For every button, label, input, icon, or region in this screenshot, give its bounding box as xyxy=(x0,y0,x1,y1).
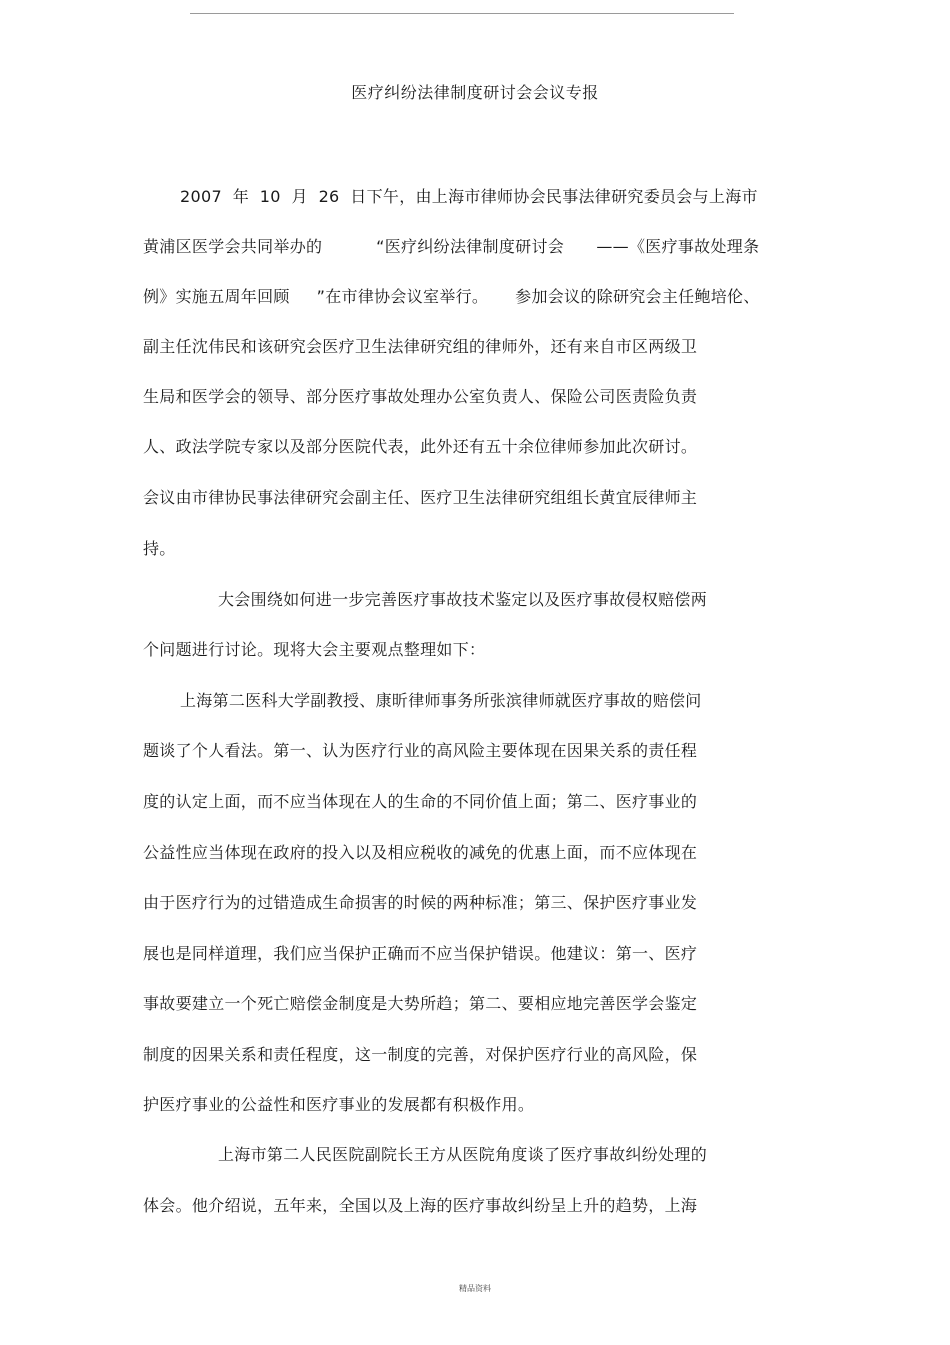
body-line: 大会围绕如何进一步完善医疗事故技术鉴定以及医疗事故侵权赔偿两 xyxy=(218,590,708,609)
body-line: 上海第二医科大学副教授、康昕律师事务所张滨律师就医疗事故的赔偿问 xyxy=(180,691,702,710)
body-line: 会议由市律协民事法律研究会副主任、医疗卫生法律研究组组长黄宜辰律师主 xyxy=(143,488,698,507)
body-line: 2007 年 10 月 26 日下午，由上海市律师协会民事法律研究委员会与上海市 xyxy=(180,187,758,206)
document-title: 医疗纠纷法律制度研讨会会议专报 xyxy=(351,83,599,102)
body-line: 体会。他介绍说，五年来，全国以及上海的医疗事故纠纷呈上升的趋势，上海 xyxy=(143,1196,698,1215)
body-line: 度的认定上面，而不应当体现在人的生命的不同价值上面；第二、医疗事业的 xyxy=(143,792,698,811)
header-rule xyxy=(190,13,734,14)
body-line: 展也是同样道理，我们应当保护正确而不应当保护错误。他建议：第一、医疗 xyxy=(143,944,698,963)
body-line: 黄浦区医学会共同举办的 “医疗纠纷法律制度研讨会 ——《医疗事故处理条 xyxy=(143,237,760,256)
body-line: 制度的因果关系和责任程度，这一制度的完善，对保护医疗行业的高风险，保 xyxy=(143,1045,698,1064)
body-line: 护医疗事业的公益性和医疗事业的发展都有积极作用。 xyxy=(143,1095,535,1114)
body-line: 个问题进行讨论。现将大会主要观点整理如下： xyxy=(143,640,486,659)
body-line: 生局和医学会的领导、部分医疗事故处理办公室负责人、保险公司医责险负责 xyxy=(143,387,698,406)
body-line: 例》实施五周年回顾 ”在市律协会议室举行。 参加会议的除研究会主任鲍培伦、 xyxy=(143,287,760,306)
page-footer: 精品资料 xyxy=(459,1284,491,1293)
body-line: 人、政法学院专家以及部分医院代表，此外还有五十余位律师参加此次研讨。 xyxy=(143,437,698,456)
body-line: 上海市第二人民医院副院长王方从医院角度谈了医疗事故纠纷处理的 xyxy=(218,1145,708,1164)
body-line: 题谈了个人看法。第一、认为医疗行业的高风险主要体现在因果关系的责任程 xyxy=(143,741,698,760)
body-line: 持。 xyxy=(143,539,176,558)
body-line: 副主任沈伟民和该研究会医疗卫生法律研究组的律师外，还有来自市区两级卫 xyxy=(143,337,698,356)
body-line: 事故要建立一个死亡赔偿金制度是大势所趋；第二、要相应地完善医学会鉴定 xyxy=(143,994,698,1013)
body-line: 由于医疗行为的过错造成生命损害的时候的两种标准；第三、保护医疗事业发 xyxy=(143,893,698,912)
body-line: 公益性应当体现在政府的投入以及相应税收的减免的优惠上面，而不应体现在 xyxy=(143,843,698,862)
